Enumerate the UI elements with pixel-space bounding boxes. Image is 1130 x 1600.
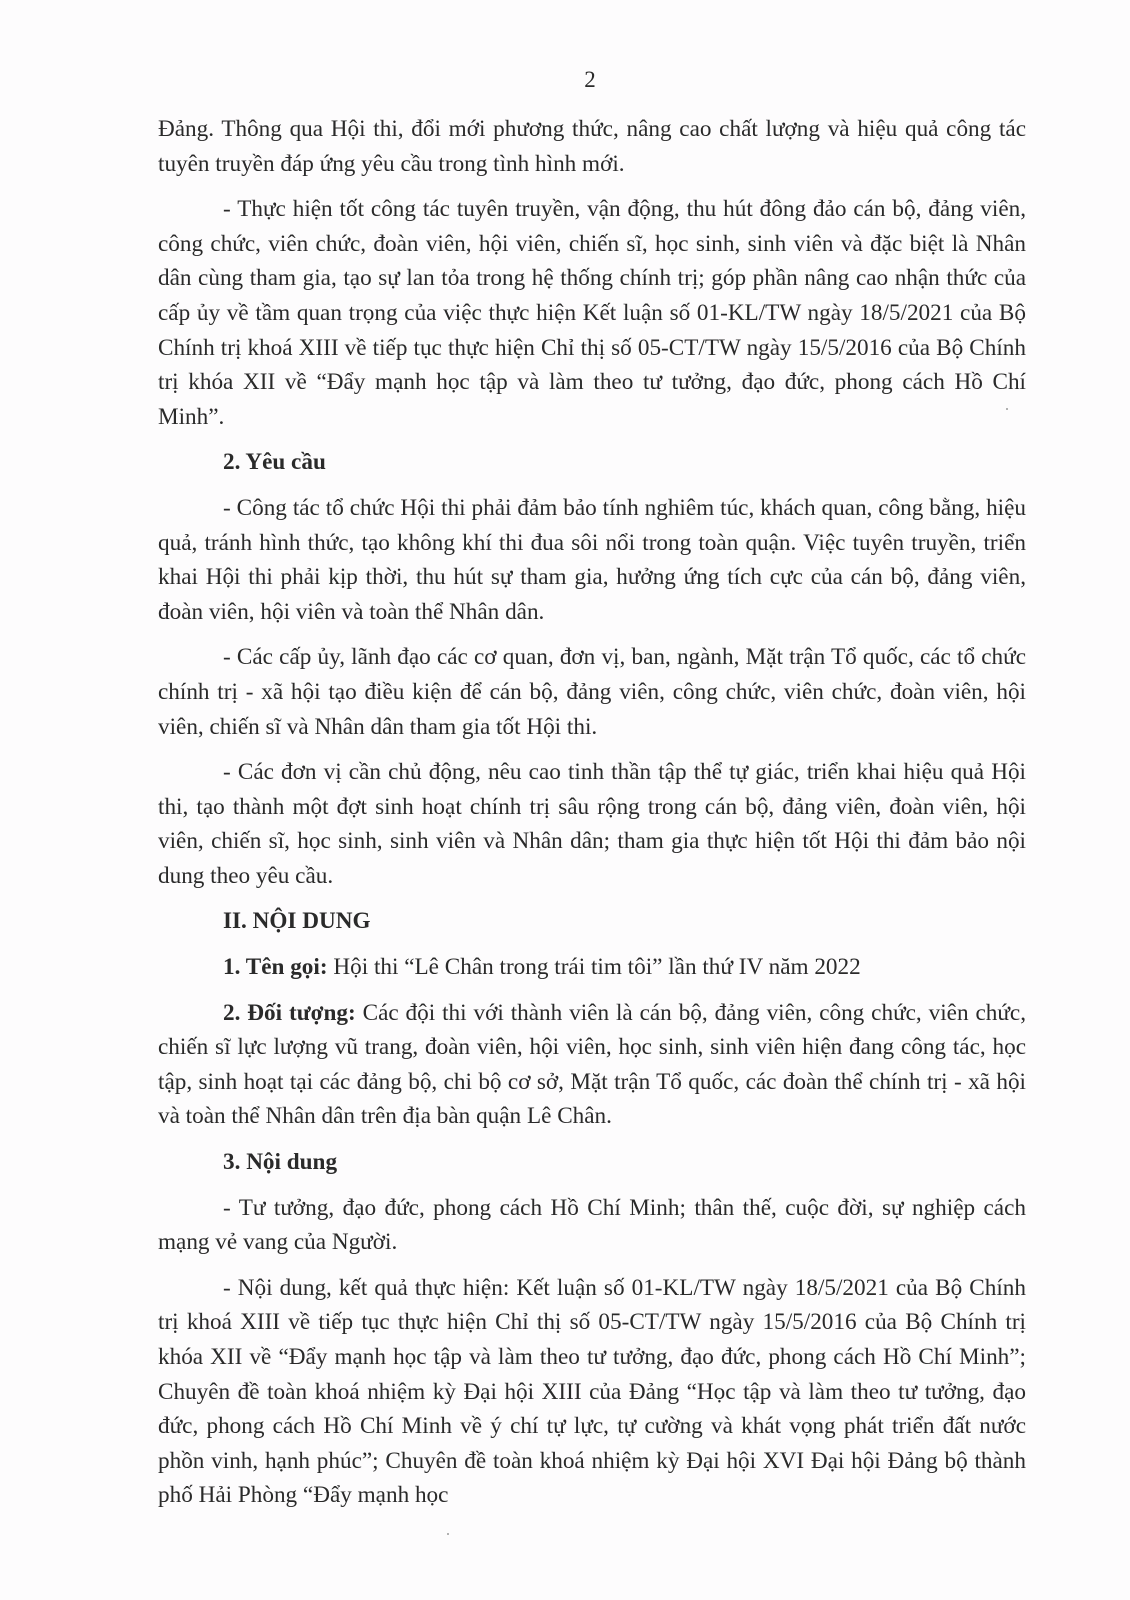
scan-speck [447,1533,449,1535]
document-body [158,112,1026,1513]
paragraph-continuation: Đảng. Thông qua Hội thi, đổi mới phương thức, nâng cao chất lượng và hiệu quả công tác tuyên truyền đáp ứng yêu cầu trong tình hình mới. [158,116,1026,177]
paragraph-requirement-committees: - Các cấp ủy, lãnh đạo các cơ quan, đơn vị, ban, ngành, Mặt trận Tổ quốc, các tổ chức chính trị - xã hội tạo điều kiện để cán bộ, đảng viên, công chức, viên chức, đoàn viên, hội viên, chiến sĩ và Nhân dân tham gia tốt Hội thi. [158,644,1026,740]
scan-speck [1006,408,1008,410]
participants-text: Các đội thi với thành viên là cán bộ, đảng viên, công chức, viên chức, chiến sĩ lực lượng vũ trang, đoàn viên, hội viên, học sinh, sinh viên hiện đang công tác, học tập, sinh hoạt tại các đảng bộ, chi bộ cơ sở, Mặt trận Tổ quốc, các đoàn thể chính trị - xã hội và toàn thể Nhân dân trên địa bàn quận Lê Chân. [158,999,1027,1130]
paragraph-purpose-propaganda: - Thực hiện tốt công tác tuyên truyền, vận động, thu hút đông đảo cán bộ, đảng viên, công chức, viên chức, đoàn viên, hội viên, chiến sĩ, học sinh, sinh viên và đặc biệt là Nhân dân cùng tham gia, tạo sự lan tỏa trong hệ thống chính trị; góp phần nâng cao nhận thức của cấp ủy về tầm quan trọng của việc thực hiện Kết luận số 01-KL/TW ngày 18/5/2021 của Bộ Chính trị khoá XIII về tiếp tục thực hiện Chỉ thị số 05-CT/TW ngày 15/5/2016 của Bộ Chính trị khóa XII về “Đẩy mạnh học tập và làm theo tư tưởng, đạo đức, phong cách Hồ Chí Minh”. [158,196,1026,430]
heading-content: 3. Nội dung [223,1149,338,1176]
paragraph-content-results: - Nội dung, kết quả thực hiện: Kết luận số 01-KL/TW ngày 18/5/2021 của Bộ Chính trị khoá XIII về tiếp tục thực hiện Chỉ thị số 05-CT/TW ngày 15/5/2016 của Bộ Chính trị khóa XII về “Đẩy mạnh học tập và làm theo tư tưởng, đạo đức, phong cách Hồ Chí Minh”; Chuyên đề toàn khoá nhiệm kỳ Đại hội XIII của Đảng “Học tập và làm theo tư tưởng, đạo đức, phong cách Hồ Chí Minh về ý chí tự lực, tự cường và khát vọng phát triển đất nước phồn vinh, hạnh phúc”; Chuyên đề toàn khoá nhiệm kỳ Đại hội XVI Đại hội Đảng bộ thành phố Hải Phòng “Đẩy mạnh học [158,1274,1026,1509]
paragraph-requirement-units: - Các đơn vị cần chủ động, nêu cao tinh thần tập thể tự giác, triển khai hiệu quả Hội thi, tạo thành một đợt sinh hoạt chính trị sâu rộng trong cán bộ, đảng viên, đoàn viên, hội viên, chiến sĩ, học sinh, sinh viên và Nhân dân; tham gia thực hiện tốt Hội thi đảm bảo nội dung theo yêu cầu. [158,759,1026,889]
paragraph-participants [158,996,1026,1134]
participants-label: 2. Đối tượng: [223,999,356,1026]
paragraph-name [158,950,1026,985]
paragraph-requirement-organization: - Công tác tổ chức Hội thi phải đảm bảo tính nghiêm túc, khách quan, công bằng, hiệu quả, tránh hình thức, tạo không khí thi đua sôi nổi trong toàn quận. Việc tuyên truyền, triển khai Hội thi phải kịp thời, thu hút sự tham gia, hưởng ứng tích cực của cán bộ, đảng viên, đoàn viên, hội viên và toàn thể Nhân dân. [158,494,1026,625]
heading-requirements: 2. Yêu cầu [223,449,326,476]
name-text: Hội thi “Lê Chân trong trái tim tôi” lần thứ IV năm 2022 [327,954,861,981]
heading-section-content: II. NỘI DUNG [223,908,371,935]
name-label: 1. Tên gọi: [223,954,328,981]
page-number: 2 [584,67,596,92]
paragraph-content-ideology: - Tư tưởng, đạo đức, phong cách Hồ Chí Minh; thân thế, cuộc đời, sự nghiệp cách mạng vẻ vang của Người. [158,1194,1026,1256]
